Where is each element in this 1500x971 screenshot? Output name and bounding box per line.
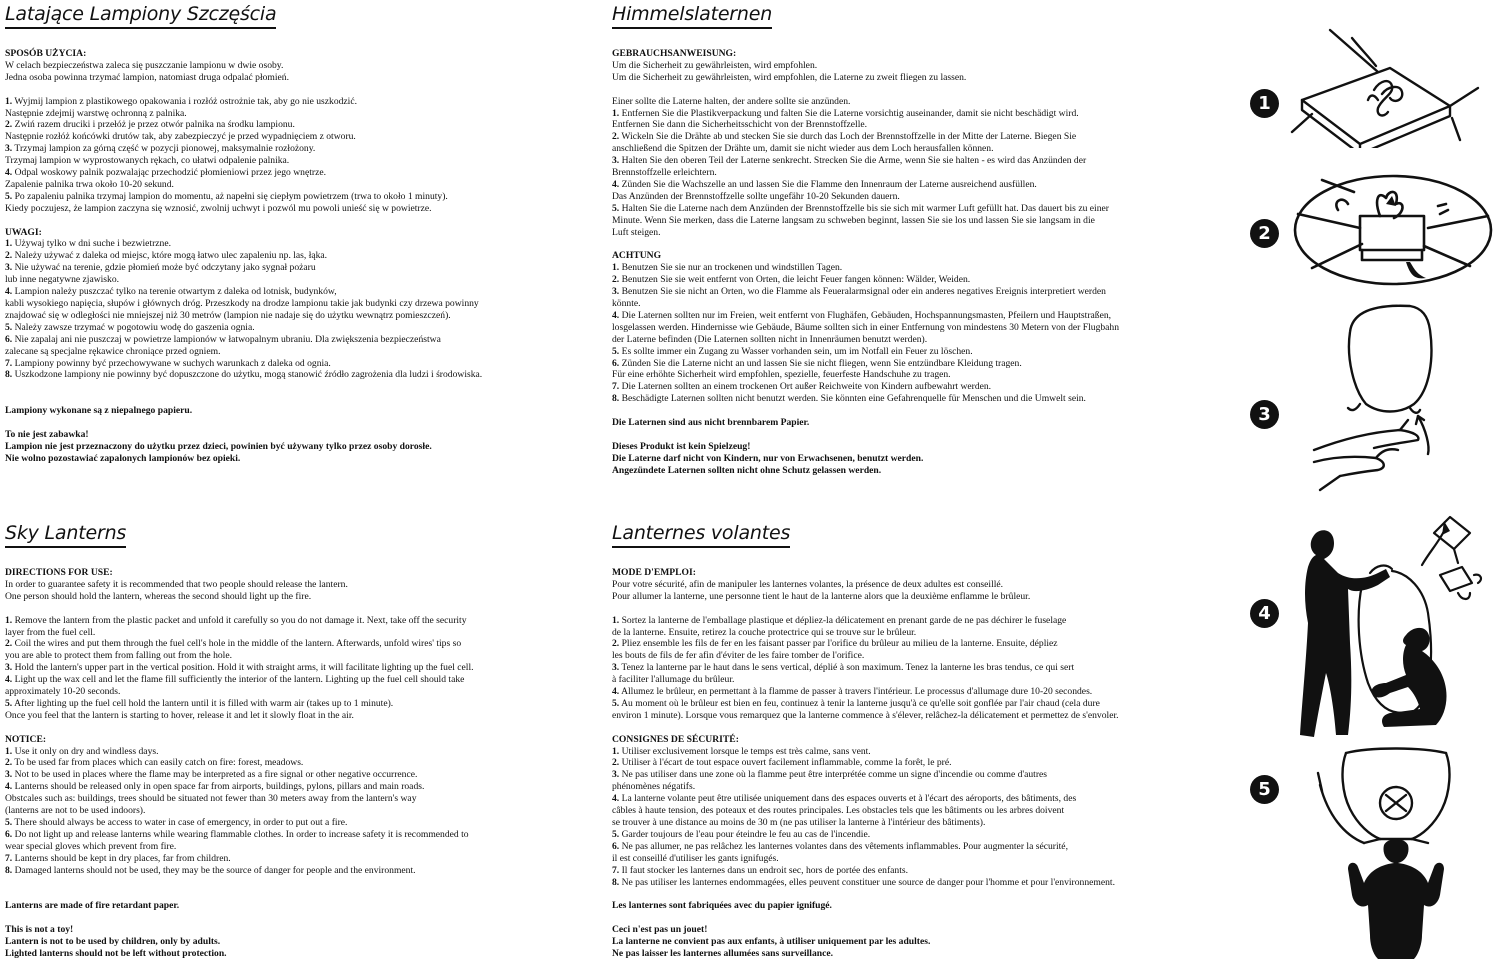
spacer [5,393,595,405]
list-number: 1. [612,107,620,119]
list-number: 3. [612,662,620,674]
text-line: 6. Ne pas allumer, ne pas relâchez les lanternes volantes dans des vêtements inflammables. Pour augmenter la sécurité, [612,840,1068,852]
text-line: 6. Zünden Sie die Laterne nicht an und lassen Sie sie nicht fliegen, wenn Sie entzündbare Kleidung tragen. [612,357,1022,369]
text-line: 7. Die Laternen sollten an einem trockenen Ort außer Reichweite von Kindern aufbewahrt werden. [612,381,992,393]
list-number: 2. [5,119,13,131]
text-line: 4. Lampion należy puszczać tylko na terenie otwartym z daleka od lotnisk, budynków, [5,286,337,298]
text-line: 3. Benutzen Sie sie nicht an Orten, wo die Flamme als Feueralarmsignal oder ein anderes negatives Ereignis interpretiert werden [612,286,1106,298]
text-line: lub inne negatywne zjawisko. [5,274,120,286]
block-heading: ACHTUNG [612,250,662,262]
block-heading: SPOSÓB UŻYCIA: [5,48,87,59]
text-line: 5. Po zapaleniu palnika trzymaj lampion do momentu, aż napełni się ciepłym powietrzem (trwa to około 1 minuty). [5,190,448,202]
spacer [5,417,595,429]
list-number: 7. [612,864,620,876]
bold-notice-line: Angezündete Laternen sollten nicht ohne Schutz gelassen werden. [612,464,882,476]
text-line: les bouts de fils de fer afin d'éviter de les faire tomber de l'orifice. [612,650,865,662]
text-line: Um die Sicherheit zu gewährleisten, wird empfohlen, die Laterne zu zweit fliegen zu lassen. [612,71,967,83]
list-number: 2. [5,250,13,262]
section-german [612,2,1202,477]
bold-notice-line: Dieses Produkt ist kein Spielzeug! [612,440,751,452]
text-line: Kiedy poczujesz, że lampion zaczyna się wznosić, zwolnij uchwyt i pozwól mu powoli unieść się w powietrze. [5,202,432,214]
list-number: 6. [5,333,13,345]
list-number: 4. [5,286,13,298]
text-line: 2. Pliez ensemble les fils de fer en les faisant passer par l'orifice du brûleur au milieu de la lanterne. Ensuite, dépliez [612,638,1058,650]
text-line: 2. Zwiń razem druciki i przełóż je przez otwór palnika na środku lampionu. [5,119,295,131]
section-english [5,521,595,960]
text-line: Trzymaj lampion w wyprostowanych rękach, co ułatwi odpalenie palnika. [5,155,290,167]
spacer [612,84,1202,96]
text-line: Entfernen Sie dann die Sicherheitsschicht von der Brennstoffzelle. [612,119,868,131]
text-line: 3. Halten Sie den oberen Teil der Laterne senkrecht. Strecken Sie die Arme, wenn Sie sie halten - es wird das Anzünden der [612,155,1087,167]
spacer [5,603,595,615]
spacer [5,215,595,227]
step-number-badge: 3 [1250,400,1279,429]
spacer [612,722,1212,734]
section-title: Lanternes volantes [612,521,790,548]
step-number-badge: 2 [1250,219,1279,248]
text-line: 1. Benutzen Sie sie nur an trockenen und windstillen Tagen. [612,262,843,274]
list-number: 1. [5,745,13,757]
text-line: 4. Zünden Sie die Wachszelle an und lassen Sie die Flamme den Innenraum der Laterne ausreichend ausfüllen. [612,178,1037,190]
list-number: 5. [5,190,13,202]
text-line: 2. Wickeln Sie die Drähte ab und stecken Sie sie durch das Loch der Brennstoffzelle in der Mitte der Laterne. Biegen Sie [612,131,1077,143]
list-number: 4. [5,781,13,793]
spacer [5,877,595,889]
text-line: 4. Die Laternen sollten nur im Freien, weit entfernt von Flughäfen, Gebäuden, Hochspannungsmasten, Pfeilern und Hauptstraßen, [612,309,1112,321]
text-line: 4. Light up the wax cell and let the flame fill sufficiently the interior of the lantern. Lighting up the fuel cell should take [5,674,465,686]
text-line: kabli wysokiego napięcia, słupów i głównych dróg. Przeszkody na drodze lampionu takie jak budynki czy drzewa powinny [5,298,479,309]
spacer [612,405,1202,417]
list-number: 7. [612,381,620,393]
text-line: 8. Ne pas utiliser les lanternes endommagées, elles peuvent constituer une source de danger pour l'homme et pour l'environnement. [612,876,1115,888]
list-number: 3. [612,155,620,167]
section-body [612,567,1212,960]
section-title: Sky Lanterns [5,521,126,548]
block-heading: GEBRAUCHSANWEISUNG: [612,48,737,59]
text-line: zalecane są specjalne rękawice chroniące przed ogniem. [5,345,221,357]
bold-notice-line: Lanterns are made of fire retardant paper. [5,900,180,912]
text-line: se trouver à une distance au moins de 30 m (ne pas utiliser la lanterne à l'intérieur des bâtiments). [612,817,986,828]
step-3 [1250,300,1500,495]
bold-notice-line: Ne pas laisser les lanternes allumées sans surveillance. [612,947,834,959]
text-line: il est conseillé d'utiliser les gants ignifugés. [612,852,779,864]
text-line: losgelassen werden. Hindernisse wie Gebäude, Bäume sollten sich in einer Entfernung von mindestens 30 Metern von der Flugbahn [612,321,1120,333]
list-number: 5. [5,321,13,333]
text-line: 3. Nie używać na terenie, gdzie płomień może być odczytany jako sygnał pożaru [5,262,316,274]
text-line: 2. To be used far from places which can easily catch on fire: forest, meadows. [5,757,304,769]
list-number: 4. [5,167,13,179]
text-line: environ 1 minute). Lorsque vous remarquez que la lanterne commence à s'élever, relâchez-la délicatement et permettez de s'envoler. [612,709,1119,721]
bold-notice-line: This is not a toy! [5,924,74,936]
text-line: 6. Nie zapalaj ani nie puszczaj w powietrze lampionów w łatwopalnym ubraniu. Dla zwiększenia bezpieczeństwa [5,333,441,345]
step-4 [1250,503,1500,743]
text-line: 5. There should always be access to water in case of emergency, in order to put out a fire. [5,817,348,828]
section-body [5,567,595,960]
bold-notice-line: Lampiony wykonane są z niepalnego papieru. [5,405,193,417]
list-number: 5. [612,828,620,840]
list-number: 3. [612,286,620,298]
text-line: Brennstoffzelle erleichtern. [612,167,717,179]
text-line: 4. La lanterne volante peut être utilisée uniquement dans des espaces ouverts et à l'écart des aéroports, des bâtiments, des [612,793,1077,805]
list-number: 8. [5,864,13,876]
text-line: W celach bezpieczeństwa zaleca się puszczanie lampionu w dwie osoby. [5,59,284,71]
text-line: layer from the fuel cell. [5,626,96,638]
list-number: 2. [612,274,620,286]
spacer [612,429,1202,441]
bold-notice-line: Lighted lanterns should not be left without protection. [5,947,227,959]
list-number: 2. [612,757,620,769]
light-fuel-cell-icon [1294,503,1500,743]
text-line: 3. Hold the lantern's upper part in the vertical position. Hold it with straight arms, it will facilitate lighting up the fuel cell. [5,662,474,674]
text-line: 2. Coil the wires and put them through the fuel cell's hole in the middle of the lantern. Afterwards, unfold wires' tips so [5,638,462,650]
list-number: 1. [5,614,13,626]
text-line: Einer sollte die Laterne halten, der andere sollte sie anzünden. [612,95,851,107]
text-line: 7. Lampiony powinny być przechowywane w suchych warunkach z daleka od ognia. [5,357,331,369]
text-line: 1. Używaj tylko w dni suche i bezwietrzne. [5,238,171,250]
list-number: 1. [5,238,13,250]
text-line: Następnie zdejmij warstwę ochronną z palnika. [5,107,187,119]
list-number: 7. [5,357,13,369]
text-line: 2. Benutzen Sie sie weit entfernt von Orten, die leicht Feuer fangen können: Wälder, Weiden. [612,274,971,286]
step-2 [1250,170,1500,290]
spacer [612,603,1212,615]
text-line: you are able to protect them from falling out from the hole. [5,650,232,662]
list-number: 5. [5,697,13,709]
step-number-badge: 4 [1250,599,1279,628]
text-line: 1. Sortez la lanterne de l'emballage plastique et dépliez-la délicatement en prenant garde de ne pas déchirer le fuselage [612,614,1067,626]
text-line: Pour allumer la lanterne, une personne tient le haut de la lanterne alors que la deuxième enflamme le brûleur. [612,590,1031,602]
text-line: anschließend die Spitzen der Drähte um, damit sie nicht wieder aus dem Loch herausfallen können. [612,143,994,155]
step-1 [1250,28,1500,148]
spacer [5,912,595,924]
list-number: 5. [612,202,620,214]
text-line: phénomènes négatifs. [612,781,696,793]
list-number: 8. [612,393,620,405]
text-line: Następnie rozłóż końcówki drutów tak, aby zabezpieczyć je przed wypadnięciem z otworu. [5,131,356,143]
text-line: 5. After lighting up the fuel cell hold the lantern until it is filled with warm air (takes up to 1 minute). [5,697,394,709]
block-heading: DIRECTIONS FOR USE: [5,567,113,578]
step-number-badge: 5 [1250,775,1279,804]
text-line: 5. Garder toujours de l'eau pour éteindre le feu au cas de l'incendie. [612,828,871,840]
list-number: 4. [612,686,620,698]
block-heading: UWAGI: [5,226,42,238]
section-title: Latające Lampiony Szczęścia [5,2,276,29]
spacer [5,722,595,734]
list-number: 3. [612,769,620,781]
spacer [5,84,595,96]
text-line: Pour votre sécurité, afin de manipuler les lanternes volantes, la présence de deux adultes est conseillé. [612,578,1004,590]
text-line: 1. Remove the lantern from the plastic packet and unfold it carefully so you do not damage it. Next, take off the security [5,614,467,626]
list-number: 6. [612,357,620,369]
text-line: approximately 10-20 seconds. [5,686,121,698]
step-number-badge: 1 [1250,89,1279,118]
text-line: Obstcales such as: buildings, trees should be situated not fewer than 30 meters away from the lantern's way [5,793,417,805]
list-number: 4. [612,793,620,805]
list-number: 3. [5,769,13,781]
text-line: In order to guarantee safety it is recommended that two people should release the lantern. [5,578,348,590]
list-number: 2. [612,638,620,650]
text-line: Luft steigen. [612,226,661,238]
section-title: Himmelslaternen [612,2,772,29]
text-line: der Laterne befinden (Die Laternen sollten nicht in Innenräumen benutzt werden). [612,333,928,345]
text-line: 4. Allumez le brûleur, en permettant à la flamme de passer à travers l'intérieur. Le processus d'allumage dure 10-20 secondes. [612,686,1093,698]
text-line: könnte. [612,298,641,309]
bold-notice-line: Nie wolno pozostawiać zapalonych lampionów bez opieki. [5,452,241,464]
text-line: 1. Utiliser exclusivement lorsque le temps est très calme, sans vent. [612,745,871,757]
list-number: 5. [612,697,620,709]
text-line: 4. Lanterns should be released only in open space far from airports, buildings, pylons, pillars and main roads. [5,781,425,793]
text-line: 8. Damaged lanterns should not be used, they may be the source of danger for people and the environment. [5,864,416,876]
text-line: wear special gloves which prevent from fire. [5,840,177,852]
text-line: 4. Odpal woskowy palnik pozwalając przechodzić płomieniowi przez jego wnętrze. [5,167,327,179]
list-number: 2. [5,757,13,769]
text-line: Jedna osoba powinna trzymać lampion, natomiast druga odpalać płomień. [5,71,290,83]
block-heading: NOTICE: [5,733,47,745]
text-line: 2. Należy używać z daleka od miejsc, które mogą łatwo ulec zapaleniu np. las, łąka. [5,250,328,262]
text-line: 3. Ne pas utiliser dans une zone où la flamme peut être interprétée comme un signe d'incendie ou comme d'autres [612,769,1048,781]
list-number: 5. [612,345,620,357]
spacer [612,238,1202,250]
section-polish [5,2,595,465]
text-line: câbles à haute tension, des poteaux et des routes principales. Les obstacles tels que les bâtiments ou les arbres doivent [612,805,1065,817]
bold-notice-line: To nie jest zabawka! [5,428,89,440]
text-line: (lanterns are not to be used indoors). [5,805,146,817]
step-5 [1250,745,1500,960]
text-line: 8. Beschädigte Laternen sollten nicht benutzt werden. Sie könnten eine Gefahrenquelle für Menschen und die Umwelt sein. [612,393,1086,405]
bold-notice-line: La lanterne ne convient pas aux enfants, à utiliser uniquement par les adultes. [612,936,931,948]
text-line: 3. Tenez la lanterne par le haut dans le sens vertical, déplié à son maximum. Tenez la lanterne les bras tendus, ce qui sert [612,662,1075,674]
text-line: Um die Sicherheit zu gewährleisten, wird empfohlen. [612,59,818,71]
text-line: 7. Il faut stocker les lanternes dans un endroit sec, hors de portée des enfants. [612,864,908,876]
text-line: de la lanterne. Ensuite, retirez la couche protectrice qui se trouve sur le brûleur. [612,626,917,638]
text-line: 8. Uszkodzone lampiony nie powinny być dopuszczone do użytku, mogą stanowić źródło zagrożenia dla ludzi i środowiska. [5,369,483,381]
bold-notice-line: Ceci n'est pas un jouet! [612,924,708,936]
text-line: 5. Należy zawsze trzymać w pogotowiu wodę do gaszenia ognia. [5,321,255,333]
text-line: Zapalenie palnika trwa około 10-20 sekund. [5,178,174,190]
text-line: à faciliter l'allumage du brûleur. [612,674,735,686]
list-number: 2. [5,638,13,650]
text-line: Für eine erhöhte Sicherheit wird empfohlen, spezielle, feuerfeste Handschuhe zu tragen. [612,369,951,381]
list-number: 1. [612,614,620,626]
block-heading: MODE D'EMPLOI: [612,567,696,578]
spacer [612,888,1212,900]
text-line: 6. Do not light up and release lanterns while wearing flammable clothes. In order to increase safety it is recommended to [5,828,469,840]
list-number: 1. [5,95,13,107]
list-number: 3. [5,143,13,155]
list-number: 7. [5,852,13,864]
spacer [5,888,595,900]
list-number: 1. [612,262,620,274]
list-number: 3. [5,262,13,274]
section-french [612,521,1212,960]
text-line: 5. Es sollte immer ein Zugang zu Wasser vorhanden sein, um im Notfall ein Feuer zu löschen. [612,345,973,357]
block-heading: CONSIGNES DE SÉCURITÉ: [612,733,739,745]
text-line: znajdować się w odległości nie mniejszej niż 30 metrów (lampion nie nadaje się do użytku wewnątrz pomieszczeń). [5,309,451,321]
list-number: 3. [5,662,13,674]
spacer [612,912,1212,924]
text-line: Minute. Wenn Sie merken, dass die Laterne langsam zu schweben beginnt, lassen Sie sie los und lassen Sie sie langsam in die [612,214,1095,226]
list-number: 8. [5,369,13,381]
text-line: 5. Au moment où le brûleur est bien en feu, continuez à tenir la lanterne jusqu'à ce qu'elle soit gonflée par l'air chaud (cela dure [612,697,1100,709]
list-number: 5. [5,817,13,828]
text-line: 1. Wyjmij lampion z plastikowego opakowania i rozłóż ostrożnie tak, aby go nie uszkodzić. [5,95,358,107]
text-line: 3. Not to be used in places where the flame may be interpreted as a fire signal or other negative occurrence. [5,769,418,781]
text-line: 1. Entfernen Sie die Plastikverpackung und falten Sie die Laterne vorsichtig auseinander, damit sie nicht beschädigt wird. [612,107,1079,119]
spacer [5,381,595,393]
text-line: Das Anzünden der Brennstoffzelle sollte ungefähr 10-20 Sekunden dauern. [612,190,900,202]
bold-notice-line: Lampion nie jest przeznaczony do użytku przez dzieci, powinien być używany tylko przez osoby dorosłe. [5,440,432,452]
text-line: Once you feel that the lantern is starting to hover, release it and let it slowly float in the air. [5,709,354,721]
list-number: 4. [612,178,620,190]
section-body [5,48,595,465]
hold-lantern-icon [1310,300,1500,495]
insert-wires-icon [1288,170,1498,290]
text-line: 5. Halten Sie die Laterne nach dem Anzünden der Brennstoffzelle bis sie sich mit warmer Luft gefüllt hat. Das dauert bis zu einer [612,202,1109,214]
list-number: 6. [612,840,620,852]
bold-notice-line: Lantern is not to be used by children, only by adults. [5,936,221,948]
release-lantern-icon [1310,745,1490,960]
text-line: 1. Use it only on dry and windless days. [5,745,159,757]
text-line: 3. Trzymaj lampion za górną część w pozycji pionowej, maksymalnie rozłożony. [5,143,316,155]
list-number: 4. [612,309,620,321]
section-body [612,48,1202,477]
unpack-lantern-icon [1290,28,1480,148]
text-line: 7. Lanterns should be kept in dry places, far from children. [5,852,231,864]
bold-notice-line: Die Laterne darf nicht von Kindern, nur von Erwachsenen, benutzt werden. [612,452,924,464]
list-number: 2. [612,131,620,143]
list-number: 8. [612,876,620,888]
bold-notice-line: Die Laternen sind aus nicht brennbarem Papier. [612,417,810,429]
text-line: One person should hold the lantern, whereas the second should light up the fire. [5,590,312,602]
list-number: 6. [5,828,13,840]
list-number: 1. [612,745,620,757]
bold-notice-line: Les lanternes sont fabriquées avec du papier ignifugé. [612,900,832,912]
list-number: 4. [5,674,13,686]
text-line: 2. Utiliser à l'écart de tout espace ouvert facilement inflammable, comme la forêt, le pré. [612,757,952,769]
